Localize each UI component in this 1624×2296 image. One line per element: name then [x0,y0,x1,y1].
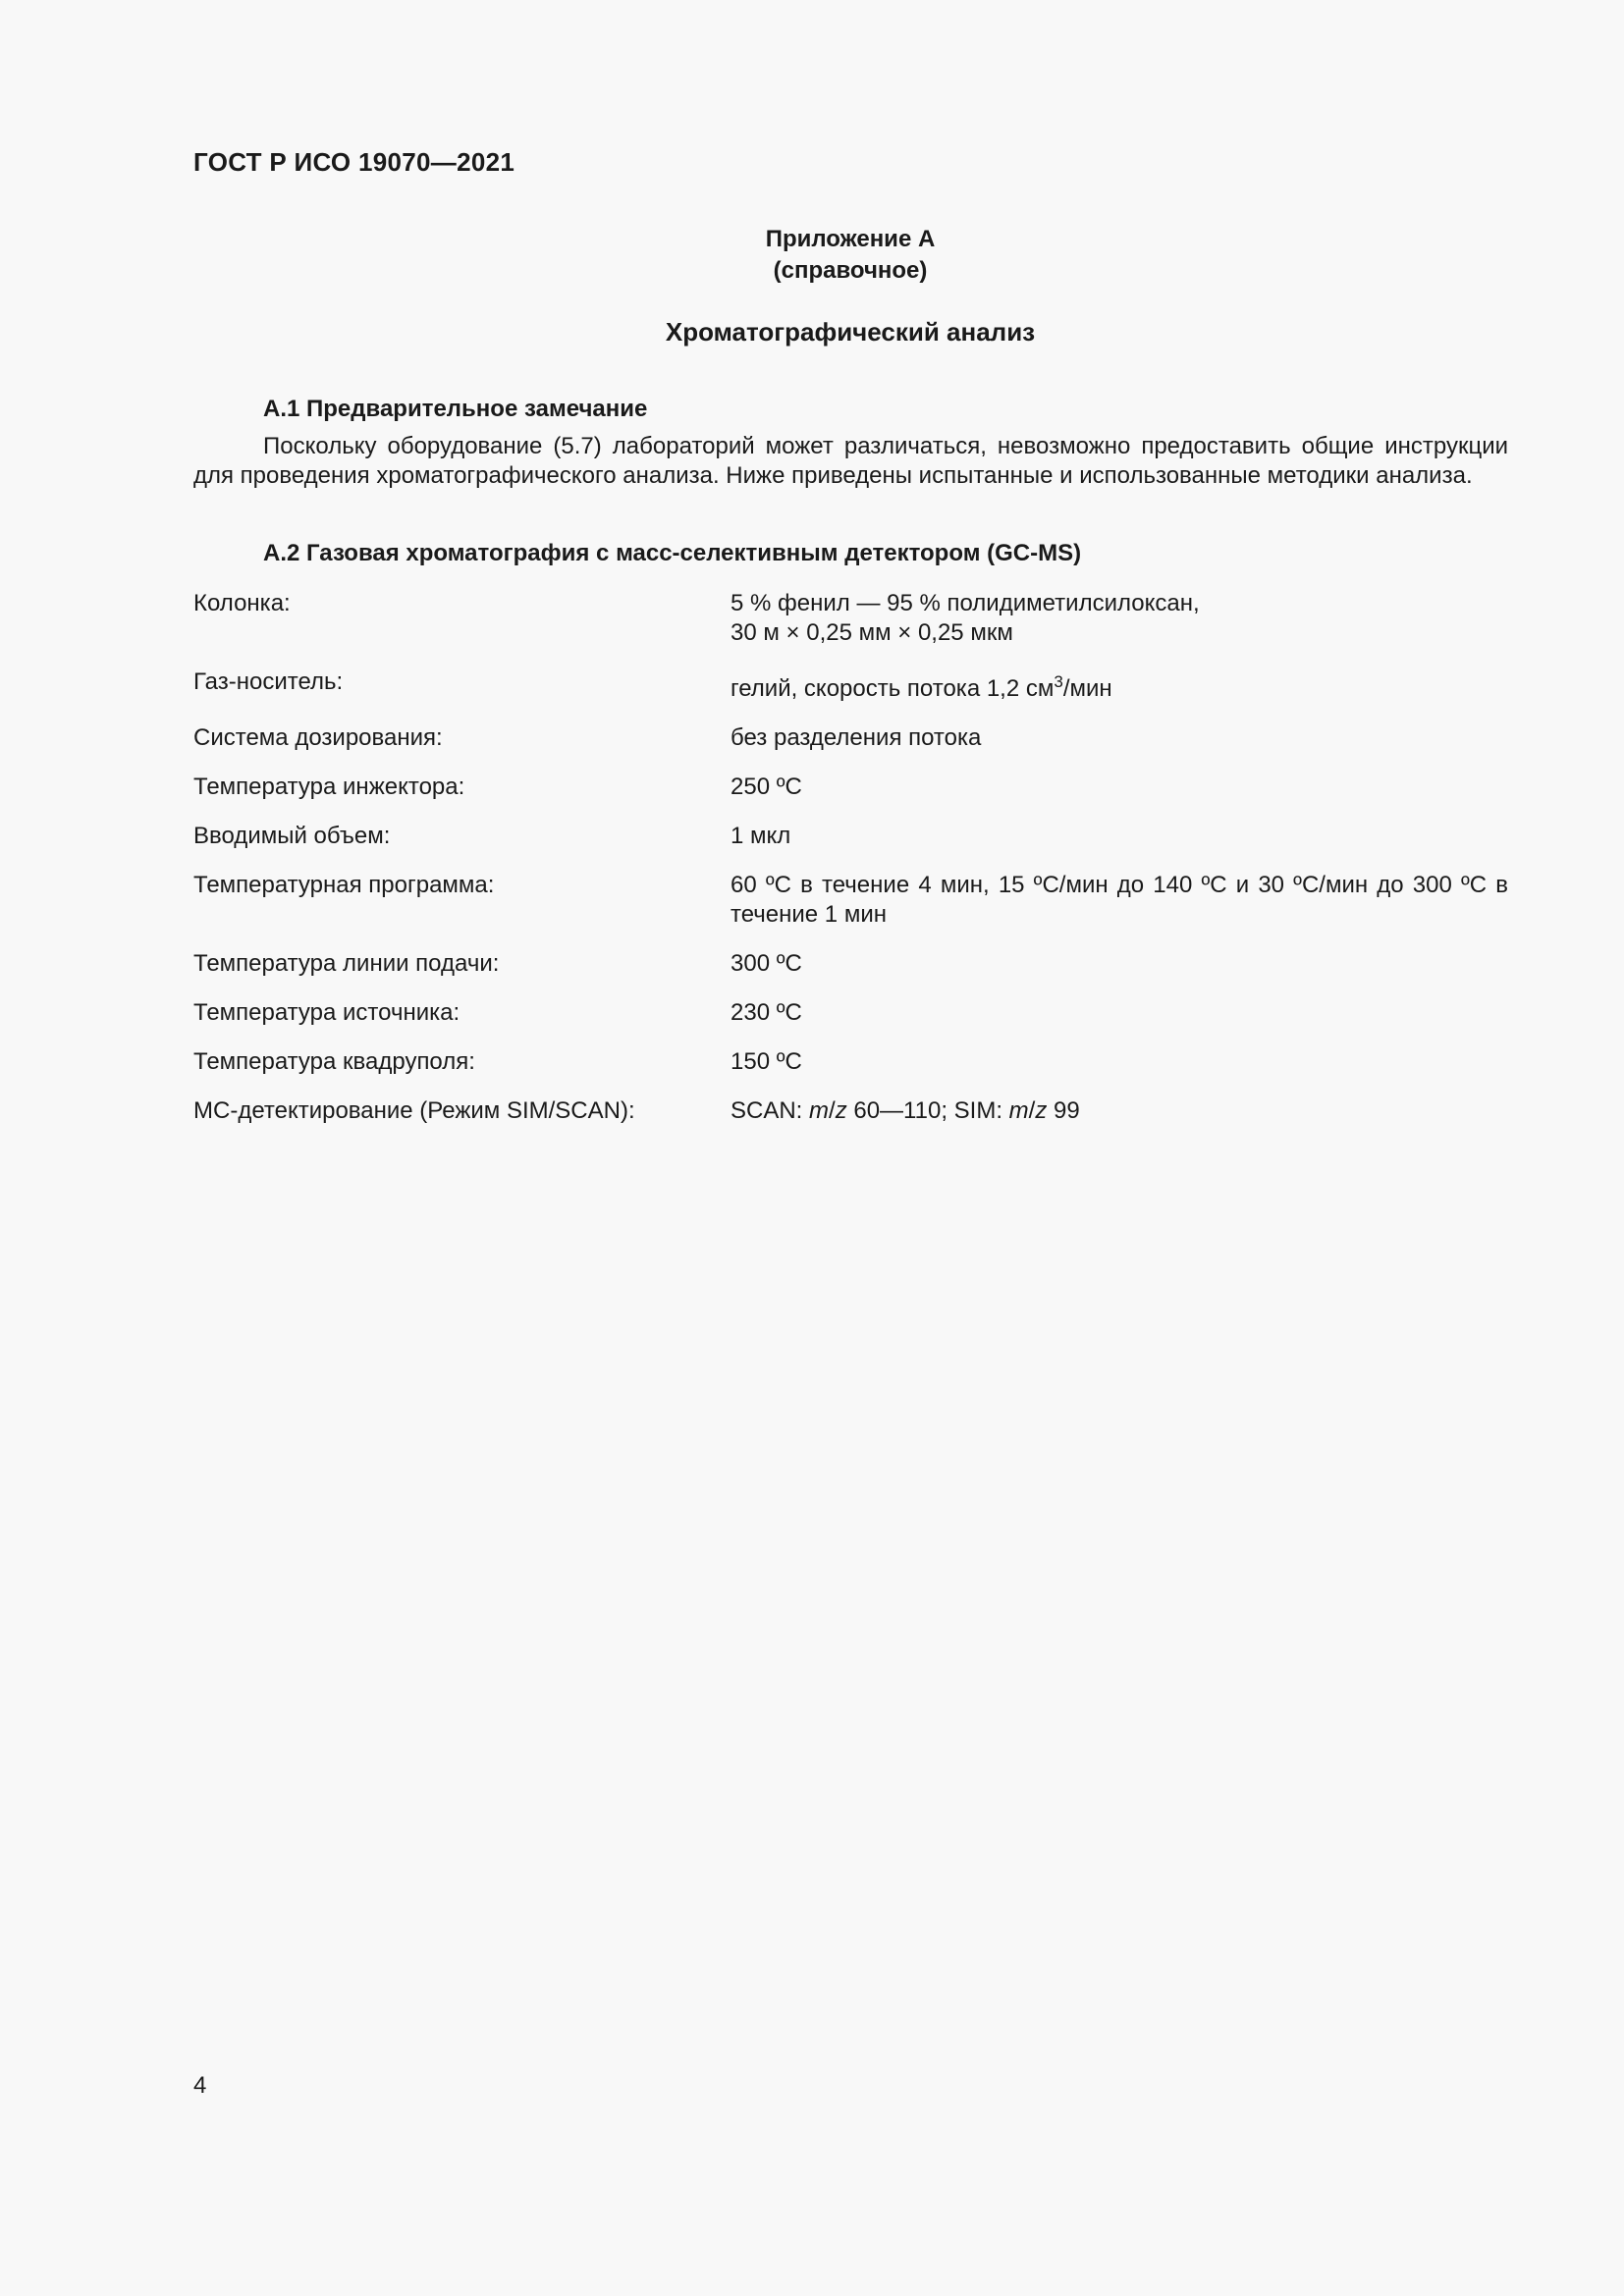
param-label: Система дозирования: [193,724,443,751]
param-value: 250 ºС [731,774,802,800]
annex-status: (справочное) [773,257,928,284]
param-value-text: SCAN: [731,1097,810,1124]
param-row-injection-volume [193,822,1508,851]
param-value-text: 99 [1047,1097,1080,1124]
param-value [731,589,1508,648]
parameters-table [193,589,1508,1146]
annex-title: Приложение А [765,226,936,252]
section-a1-heading: А.1 Предварительное замечание [263,396,648,422]
param-value: 300 ºС [731,950,802,977]
page-number: 4 [193,2072,207,2099]
param-label: Температура линии подачи: [193,950,500,977]
param-row-injector-temp [193,773,1508,802]
param-row-source-temp [193,998,1508,1028]
param-label: Температура источника: [193,999,460,1026]
param-value [731,667,1508,704]
param-label: Колонка: [193,590,291,616]
param-value [731,1096,1508,1126]
superscript: 3 [1054,672,1063,691]
italic-symbol: z [835,1097,847,1124]
param-label: Температура квадруполя: [193,1048,475,1075]
section-a2-heading: А.2 Газовая хроматография с масс-селективным детектором (GC-MS) [263,540,1082,566]
param-row-ms-detection [193,1096,1508,1126]
param-value-line: 30 м × 0,25 мм × 0,25 мкм [731,619,1013,646]
param-value: без разделения потока [731,724,982,751]
param-value-text: /мин [1062,675,1112,702]
param-row-injection-system [193,723,1508,753]
annex-header [0,224,1624,287]
document-code: ГОСТ Р ИСО 19070—2021 [193,147,515,177]
param-row-transfer-line-temp [193,949,1508,979]
italic-symbol: z [1035,1097,1048,1124]
param-label: Температурная программа: [193,872,495,898]
param-row-carrier-gas [193,667,1508,704]
param-value-line: 5 % фенил — 95 % полидиметилсилоксан, [731,590,1200,616]
section-a1-paragraph: Поскольку оборудование (5.7) лабораторий может различаться, невозможно предоставить общие инструкции для проведения хроматографического анализа. Ниже приведены испытанные и использованные методики анализа. [193,433,1508,489]
param-value-text: гелий, скорость потока 1,2 см [731,675,1055,702]
param-value: 1 мкл [731,823,791,849]
param-label: Вводимый объем: [193,823,391,849]
param-label: Газ-носитель: [193,668,344,695]
param-value: 150 ºС [731,1048,802,1075]
param-row-temp-program [193,871,1508,930]
param-row-quadrupole-temp [193,1047,1508,1077]
param-value-text: / [829,1097,836,1124]
italic-symbol: m [1008,1097,1029,1124]
param-value-text: 60—110; SIM: [846,1097,1009,1124]
param-label: Температура инжектора: [193,774,465,800]
param-row-column [193,589,1508,648]
italic-symbol: m [809,1097,830,1124]
param-value-text: / [1028,1097,1036,1124]
param-value: 60 ºС в течение 4 мин, 15 ºС/мин до 140 ºС и 30 ºС/мин до 300 ºС в течение 1 мин [731,872,1508,928]
annex-name: Хроматографический анализ [665,317,1036,347]
param-label: МС-детектирование (Режим SIM/SCAN): [193,1097,635,1124]
param-value: 230 ºС [731,999,802,1026]
